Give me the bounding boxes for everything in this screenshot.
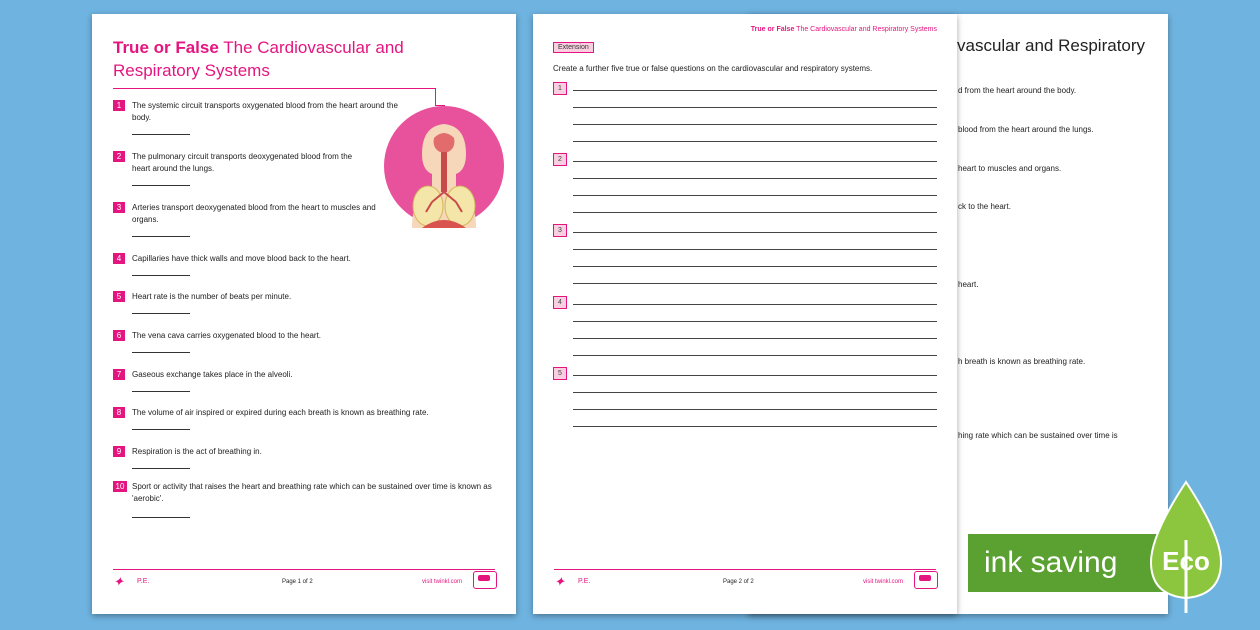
footer-divider <box>554 569 936 570</box>
writing-line[interactable] <box>573 375 937 376</box>
question-number: 4 <box>113 253 125 264</box>
answer-line[interactable] <box>132 185 190 186</box>
writing-line[interactable] <box>573 338 937 339</box>
back-fragment: ck to the heart. <box>958 202 1011 211</box>
question-number: 1 <box>113 100 125 111</box>
back-fragment: h breath is known as breathing rate. <box>958 357 1086 366</box>
footer-page-number: Page 2 of 2 <box>723 579 754 585</box>
writing-line[interactable] <box>573 355 937 356</box>
answer-line[interactable] <box>132 429 190 430</box>
back-fragment: hing rate which can be sustained over time is <box>958 431 1118 440</box>
writing-line[interactable] <box>573 161 937 162</box>
answer-line[interactable] <box>132 275 190 276</box>
twinkl-logo-icon: ✦ <box>554 574 565 589</box>
question-text: Sport or activity that raises the heart and breathing rate which can be sustained over time is known as 'aerobic'. <box>132 482 492 503</box>
writing-line[interactable] <box>573 232 937 233</box>
writing-line[interactable] <box>573 304 937 305</box>
writing-line[interactable] <box>573 195 937 196</box>
writing-line[interactable] <box>573 409 937 410</box>
answer-line[interactable] <box>132 313 190 314</box>
question-text: The pulmonary circuit transports deoxygenated blood from the heart around the lungs. <box>132 152 353 173</box>
back-fragment: heart. <box>958 280 979 289</box>
extension-instruction: Create a further five true or false questions on the cardiovascular and respiratory systems. <box>553 64 873 73</box>
question-text: The systemic circuit transports oxygenated blood from the heart around the body. <box>132 101 398 122</box>
writing-block-number: 2 <box>553 153 567 166</box>
writing-line[interactable] <box>573 212 937 213</box>
answer-line[interactable] <box>132 391 190 392</box>
writing-line[interactable] <box>573 249 937 250</box>
footer-divider <box>113 569 495 570</box>
question-text: Arteries transport deoxygenated blood from the heart to muscles and organs. <box>132 203 376 224</box>
worksheet-page-2 <box>533 14 957 614</box>
twinkl-badge-icon <box>914 571 938 589</box>
back-fragment: blood from the heart around the lungs. <box>958 125 1094 134</box>
ink-saving-banner <box>966 532 1174 594</box>
eco-leaf-label: Eco <box>1162 546 1210 576</box>
title-divider <box>113 88 435 89</box>
question-text: Gaseous exchange takes place in the alveoli. <box>132 370 293 379</box>
writing-line[interactable] <box>573 426 937 427</box>
extension-tag: Extension <box>553 42 594 53</box>
back-fragment: d from the heart around the body. <box>958 86 1077 95</box>
question-text: Capillaries have thick walls and move blood back to the heart. <box>132 254 351 263</box>
title-bold: True or False <box>113 38 219 57</box>
writing-line[interactable] <box>573 392 937 393</box>
eco-leaf-icon <box>1146 480 1226 615</box>
question-number: 3 <box>113 202 125 213</box>
answer-line[interactable] <box>132 517 190 518</box>
writing-block-number: 3 <box>553 224 567 237</box>
back-fragment: heart to muscles and organs. <box>958 164 1062 173</box>
question-number: 8 <box>113 407 125 418</box>
writing-line[interactable] <box>573 178 937 179</box>
answer-line[interactable] <box>132 468 190 469</box>
ink-saving-label: ink saving <box>984 546 1118 579</box>
twinkl-logo-icon: ✦ <box>113 574 124 589</box>
question-number: 10 <box>113 481 127 492</box>
question-text: Heart rate is the number of beats per minute. <box>132 292 292 301</box>
footer-subject: P.E. <box>578 578 591 585</box>
title-rest: The Cardiovascular and Respiratory Systems <box>113 38 404 80</box>
footer-subject: P.E. <box>137 578 150 585</box>
writing-line[interactable] <box>573 283 937 284</box>
footer-page-number: Page 1 of 2 <box>282 579 313 585</box>
answer-line[interactable] <box>132 352 190 353</box>
writing-block-number: 4 <box>553 296 567 309</box>
writing-line[interactable] <box>573 141 937 142</box>
answer-line[interactable] <box>132 236 190 237</box>
page-header <box>751 26 937 33</box>
header-rest: The Cardiovascular and Respiratory Systems <box>794 26 937 33</box>
writing-line[interactable] <box>573 90 937 91</box>
question-number: 7 <box>113 369 125 380</box>
header-bold: True or False <box>750 26 795 33</box>
answer-line[interactable] <box>132 134 190 135</box>
question-text: The volume of air inspired or expired during each breath is known as breathing rate. <box>132 408 429 417</box>
writing-block-number: 5 <box>553 367 567 380</box>
writing-line[interactable] <box>573 124 937 125</box>
footer-url[interactable]: visit twinkl.com <box>422 579 463 585</box>
writing-line[interactable] <box>573 266 937 267</box>
question-number: 6 <box>113 330 125 341</box>
twinkl-badge-icon <box>473 571 497 589</box>
back-page-title: vascular and Respiratory <box>957 36 1146 55</box>
question-number: 2 <box>113 151 125 162</box>
question-text: The vena cava carries oxygenated blood to the heart. <box>132 331 322 340</box>
question-number: 5 <box>113 291 125 302</box>
page-title <box>113 36 413 82</box>
question-text: Respiration is the act of breathing in. <box>132 447 262 456</box>
writing-block-number: 1 <box>553 82 567 95</box>
writing-line[interactable] <box>573 107 937 108</box>
worksheet-page-1 <box>92 14 516 614</box>
question-number: 9 <box>113 446 125 457</box>
footer-url[interactable]: visit twinkl.com <box>863 579 904 585</box>
writing-line[interactable] <box>573 321 937 322</box>
